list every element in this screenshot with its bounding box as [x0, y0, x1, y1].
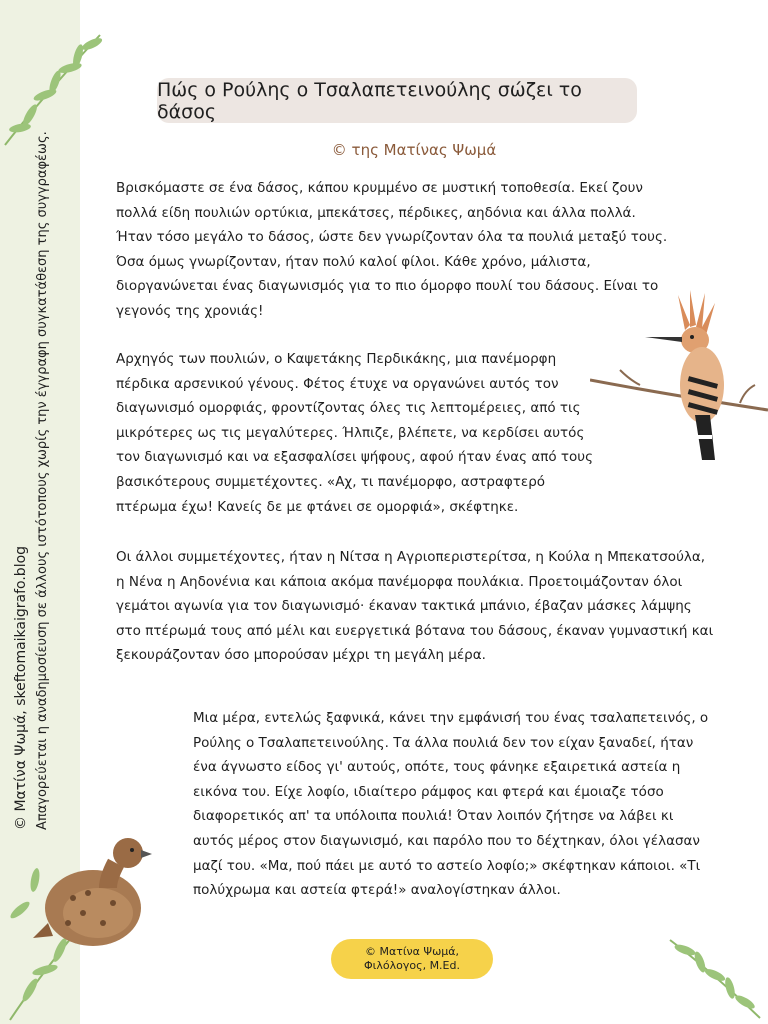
story-paragraph-1: Βρισκόμαστε σε ένα δάσος, κάπου κρυμμένο σε μυστική τοποθεσία. Εκεί ζουν πολλά είδη πουλιών ορτύκια, μπεκάτσες, πέρδικες, αηδόνια και άλλα πολλά. Ήταν τόσο μεγάλο το δάσος, ώστε δεν γνωρίζονταν όλα τα πουλιά μεταξύ τους. Όσα όμως γνωρίζονταν, ήταν πολύ καλοί φίλοι. Κάθε χρόνο, μάλιστα, διοργανώνεται ένας διαγωνισμός για το πιο όμορφο πουλί του δάσους. Είναι το γεγονός της χρονιάς!	[116, 180, 668, 319]
side-note-line1: © Ματίνα Ψωμά, skeftomaikaigrafo.blog	[13, 545, 29, 830]
badge-line1: © Ματίνα Ψωμά,	[364, 945, 460, 958]
story-paragraph-3: Οι άλλοι συμμετέχοντες, ήταν η Νίτσα η Αγριοπεριστερίτσα, η Κούλα η Μπεκατσούλα, η Νένα η Αηδονένια και κάποια ακόμα πανέμορφα πουλάκια. Προετοιμάζονταν όλοι γεμάτοι αγωνία για τον διαγωνισμό· έκαναν τακτικά μπάνιο, έβαζαν μάσκες λάμψης στο πτέρωμά τους από μέλι και ευεργετικά βότανα του δάσους, έκαναν γυμναστική και ξεκουράζονταν όσο μπορούσαν μέχρι τη μεγάλη μέρα.	[116, 549, 714, 664]
story-paragraph-4: Μια μέρα, εντελώς ξαφνικά, κάνει την εμφάνισή του ένας τσαλαπετεινός, ο Ρούλης ο Τσαλαπετεινούλης. Τα άλλα πουλιά δεν τον είχαν ξαναδεί, ήταν ένα άγνωστο είδος γι' αυτούς, οπότε, τους φάνηκε εξαιρετικά αστεία η εικόνα του. Είχε λοφίο, ιδιαίτερο ράμφος και φτερά και έμοιαζε τόσο διαφορετικός απ' τα υπόλοιπα πουλιά! Όταν λοιπόν ζήτησε να λάβει κι αυτός μέρος στον διαγωνισμό, και παρόλο που το δέχτηκαν, όλοι γέλασαν μαζί του. «Μα, πού πάει με αυτό το αστείο λοφίο;» σκέφτηκαν κάποιοι. «Τι πολύχρωμα και αστεία φτερά!» αναλογίστηκαν άλλοι.	[193, 710, 709, 899]
badge-line2: Φιλόλογος, M.Ed.	[364, 959, 460, 972]
author-credit: © της Ματίνας Ψωμά	[331, 141, 497, 159]
side-note-line2: Απαγορεύεται η αναδημοσίευση σε άλλους ιστότοπους χωρίς την έγγραφη συγκατάθεση της συγγραφέως.	[35, 131, 50, 830]
leaf-branch-top-left-icon	[0, 20, 110, 150]
partridge-bird-icon	[28, 828, 158, 958]
leaf-branch-bottom-right-icon	[660, 930, 768, 1024]
page-title: Πώς ο Ρούλης ο Τσαλαπετεινούλης σώζει το δάσος	[157, 78, 637, 123]
story-paragraph-2: Αρχηγός των πουλιών, ο Καψετάκης Περδικάκης, μια πανέμορφη πέρδικα αρσενικού γένους. Φέτος έτυχε να οργανώνει αυτός τον διαγωνισμό ομορφιάς, φροντίζοντας όλες τις λεπτομέρειες, από τις μικρότερες ως τις μεγαλύτερες. Ήλπιζε, βλέπετε, να κερδίσει αυτός τον διαγωνισμό και να εξασφαλίσει ψήφους, αφού ήταν ένας από τους βασικότερους συμμετέχοντες. «Αχ, τι πανέμορφο, αστραφτερό πτέρωμα έχω! Κανείς δε με φτάνει σε ομορφιά», σκέφτηκε.	[116, 351, 594, 515]
author-badge	[331, 939, 493, 979]
